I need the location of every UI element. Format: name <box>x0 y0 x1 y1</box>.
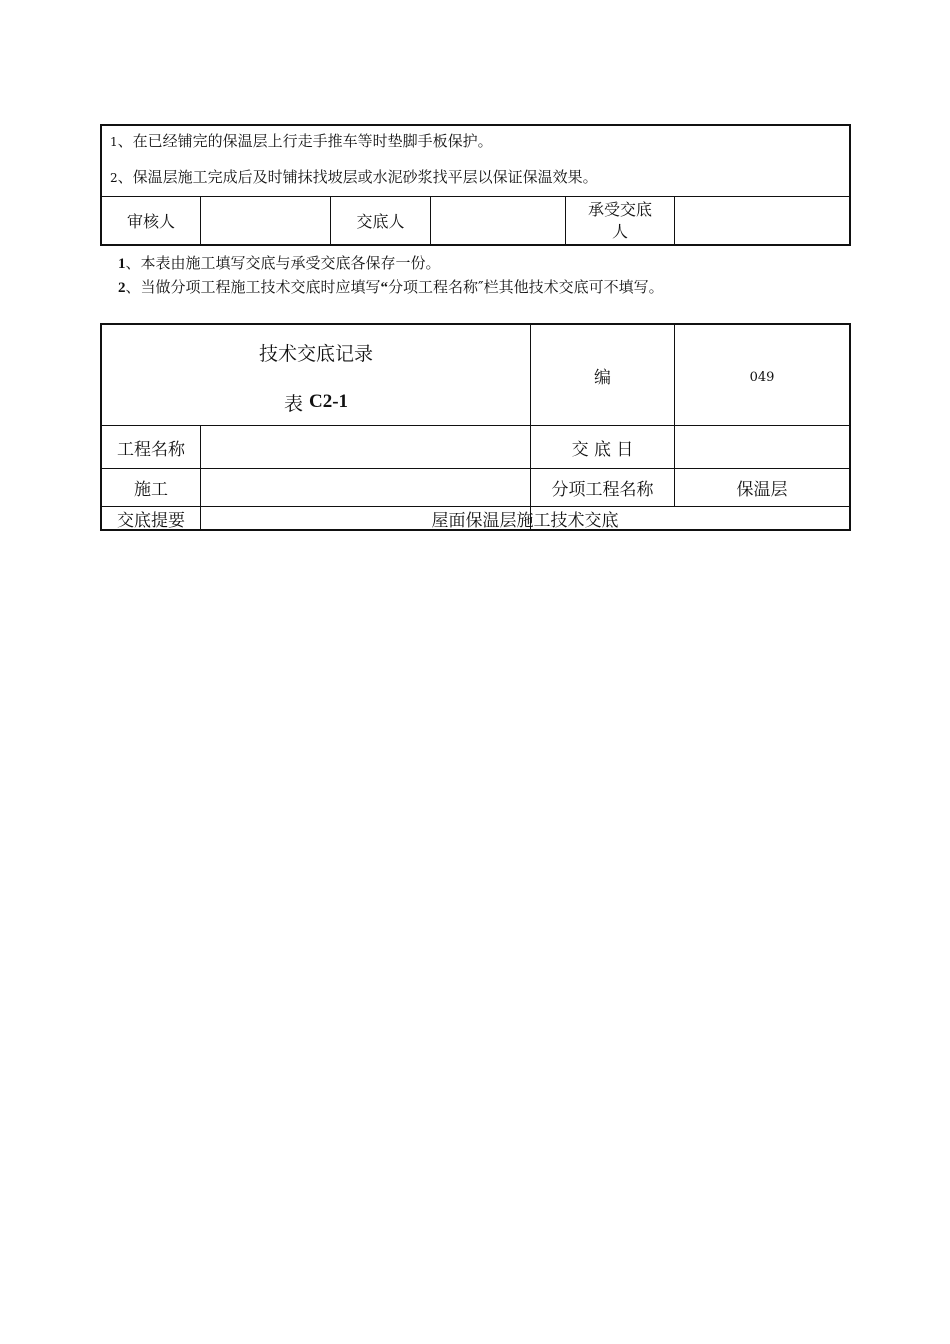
form-code <box>102 387 530 417</box>
receiver-label <box>566 197 674 244</box>
note-1 <box>118 252 441 273</box>
note-2-quote: “ <box>380 280 389 296</box>
technical-disclosure-record-table <box>100 323 851 531</box>
summary-value: 屋面保温层施工技术交底 <box>431 510 619 531</box>
signature-row <box>102 196 849 244</box>
note-1-text: 、本表由施工填写交底与承受交底各保存一份。 <box>125 254 441 272</box>
construction-label: 施工 <box>134 480 168 500</box>
project-name-field[interactable] <box>201 426 530 468</box>
reviewer-label: 审核人 <box>126 212 175 231</box>
project-name-label: 工程名称 <box>117 439 185 460</box>
reviewer-field[interactable] <box>201 197 330 244</box>
subitem-name-value: 保温层 <box>736 480 788 500</box>
subitem-name-label: 分项工程名称 <box>551 480 654 500</box>
continuation-table <box>100 124 851 246</box>
line-2-text: 、保温层施工完成后及时铺抹找坡层或水泥砂浆找平层以保证保温效果。 <box>117 168 598 186</box>
line-1-number: 1 <box>110 135 118 149</box>
receiver-field[interactable] <box>675 197 849 244</box>
note-1-number: 1 <box>118 256 126 272</box>
form-prefix: 表 <box>283 392 303 415</box>
form-code-value: C2-1 <box>309 391 349 412</box>
handover-person-field[interactable] <box>431 197 565 244</box>
disclosure-date-field[interactable] <box>675 426 849 468</box>
note-2-text-b: 分项工程名称″栏其他技术交底可不填写。 <box>388 278 664 296</box>
handover-person-label: 交底人 <box>356 212 405 231</box>
note-2 <box>118 276 664 297</box>
measure-line-1 <box>110 130 493 151</box>
record-title: 技术交底记录 <box>258 342 373 365</box>
measure-line-2 <box>110 166 598 187</box>
number-value: 049 <box>749 369 775 385</box>
construction-field[interactable] <box>201 469 530 506</box>
note-2-text-a: 、当做分项工程施工技术交底时应填写 <box>125 278 381 296</box>
receiver-label-line-1: 承受交底 <box>587 199 652 219</box>
line-2-number: 2 <box>110 171 118 185</box>
receiver-label-line-2: 人 <box>611 221 628 241</box>
note-2-number: 2 <box>118 280 126 296</box>
disclosure-date-label: 交 底 日 <box>571 439 634 460</box>
number-label: 编 <box>594 367 611 388</box>
summary-label: 交底提要 <box>117 510 185 531</box>
line-1-text: 、在已经铺完的保温层上行走手推车等时垫脚手板保护。 <box>117 132 493 150</box>
